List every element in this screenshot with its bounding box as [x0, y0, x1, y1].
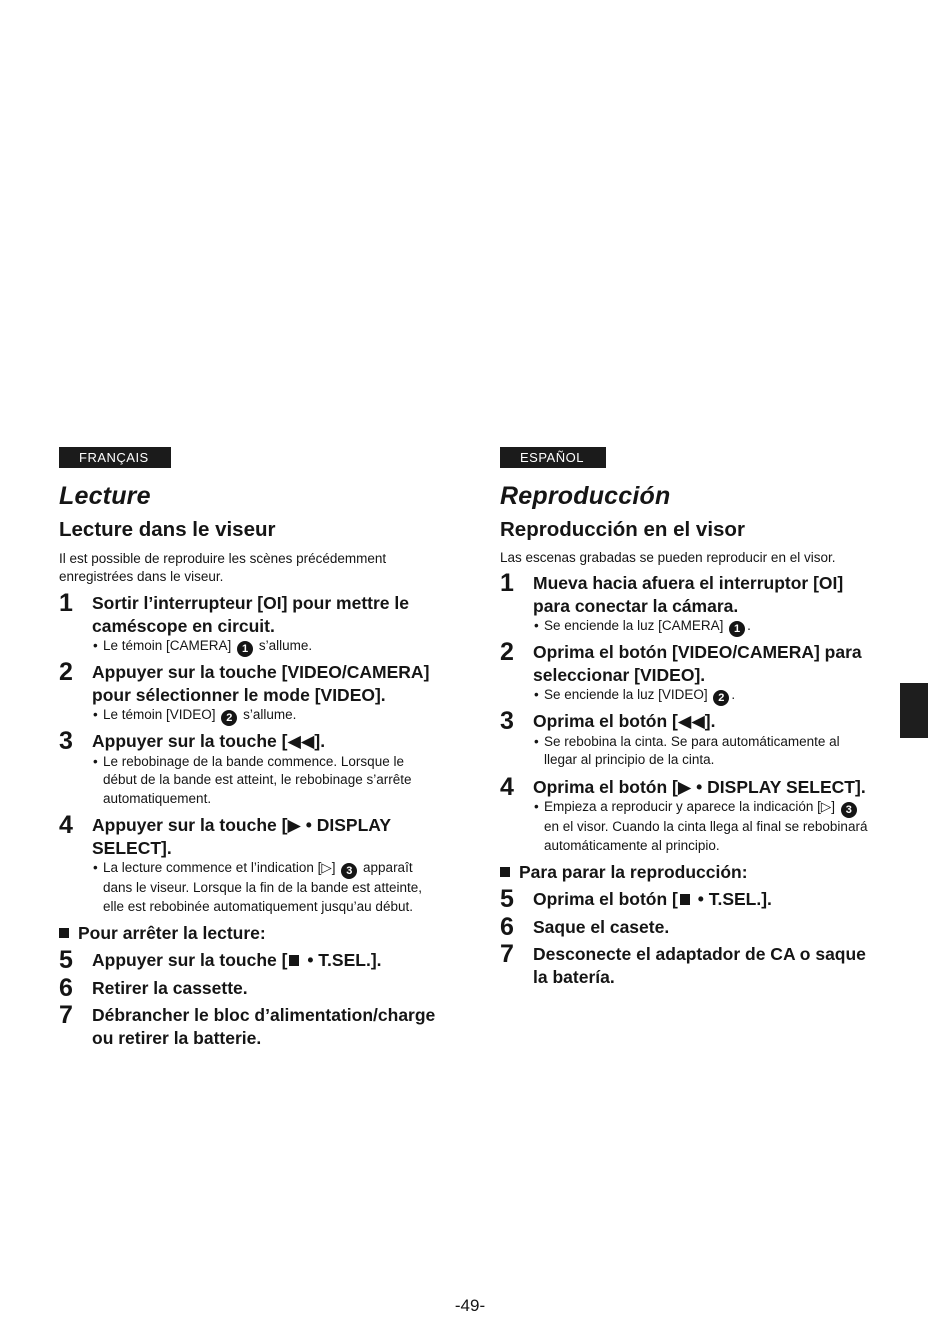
section-index-tab: [900, 683, 928, 738]
step-text: Retirer la cassette.: [92, 977, 248, 998]
step-number: 1: [59, 589, 73, 617]
stop-heading: Pour arrêter la lecture:: [59, 922, 439, 944]
section-title: Reproducción: [500, 482, 671, 510]
intro-text: Il est possible de reproduire les scènes précédemment enregistrées dans le viseur.: [59, 551, 387, 584]
step-number: 3: [500, 707, 514, 735]
circled-number-badge: 3: [341, 863, 357, 879]
step-text: Appuyer sur la touche [▶ • DISPLAY SELECT].: [92, 815, 391, 858]
spanish-column: [500, 447, 875, 988]
step-note: • Se rebobina la cinta. Se para automáticamente al llegar al principio de la cinta.: [534, 733, 840, 767]
step-text: Appuyer sur la touche [VIDEO/CAMERA] pour sélectionner le mode [VIDEO].: [92, 662, 430, 705]
step-number: 2: [59, 658, 73, 686]
step-3: [500, 707, 875, 770]
step-4: [59, 811, 439, 916]
circled-number-badge: 3: [841, 802, 857, 818]
step-text: Desconecte el adaptador de CA o saque la batería.: [533, 944, 866, 987]
step-text: Appuyer sur la touche [◀◀].: [92, 731, 326, 751]
stop-icon: [289, 955, 299, 966]
step-text: Oprima el botón [▶ • DISPLAY SELECT].: [533, 776, 866, 797]
section-subtitle: Lecture dans le viseur: [59, 518, 276, 541]
step-note: • Se enciende la luz [CAMERA] 1 .: [534, 618, 751, 635]
step-text: Saque el casete.: [533, 916, 670, 937]
step-number: 1: [500, 569, 514, 597]
step-note: • Le rebobinage de la bande commence. Lorsque le début de la bande est atteint, le rebobinage s’arrête automatiquement.: [93, 753, 412, 806]
stop-icon: [680, 894, 690, 905]
circled-number-badge: 1: [729, 621, 745, 637]
step-number: 3: [59, 727, 73, 755]
step-text: Débrancher le bloc d’alimentation/charge ou retirer la batterie.: [92, 1005, 436, 1048]
step-number: 4: [59, 811, 73, 839]
step-note: • Se enciende la luz [VIDEO] 2 .: [534, 687, 736, 704]
step-number: 6: [59, 973, 73, 1002]
square-bullet-icon: [500, 867, 510, 877]
circled-number-badge: 2: [221, 710, 237, 726]
step-number: 4: [500, 772, 514, 801]
step-text: Oprima el botón [◀◀].: [533, 711, 716, 731]
step-text: Oprima el botón [VIDEO/CAMERA] para seleccionar [VIDEO].: [533, 642, 862, 685]
language-badge-french: FRANÇAIS: [59, 447, 171, 468]
language-badge-spanish: ESPAÑOL: [500, 447, 606, 468]
step-3: [59, 727, 439, 808]
step-number: 5: [500, 885, 514, 913]
step-number: 7: [500, 940, 514, 968]
step-note: • Le témoin [CAMERA] 1 s’allume.: [93, 638, 313, 655]
stop-heading: Para parar la reproducción:: [500, 861, 875, 883]
step-2: [500, 638, 875, 706]
step-7: [59, 1001, 439, 1049]
section-title: Lecture: [59, 482, 151, 510]
step-number: 6: [500, 912, 514, 941]
step-number: 5: [59, 946, 73, 974]
step-note: • La lecture commence et l’indication [▷] 3 apparaît dans le viseur. Lorsque la fin de la bande est atteinte, elle est rebobinée automatiquement jusqu’au début.: [93, 860, 422, 914]
step-text: Sortir l’interrupteur [OI] pour mettre le caméscope en circuit.: [92, 593, 409, 636]
step-5: [500, 885, 875, 913]
step-1: [59, 589, 439, 657]
square-bullet-icon: [59, 928, 69, 938]
step-text: Mueva hacia afuera el interruptor [OI] para conectar la cámara.: [533, 573, 844, 616]
step-6: [500, 912, 875, 941]
circled-number-badge: 2: [713, 690, 729, 706]
step-4: [500, 772, 875, 856]
intro-text: Las escenas grabadas se pueden reproducir en el visor.: [500, 550, 836, 565]
step-text: Oprima el botón [ • T.SEL.].: [533, 889, 772, 909]
step-number: 7: [59, 1001, 73, 1029]
section-subtitle: Reproducción en el visor: [500, 518, 745, 541]
circled-number-badge: 1: [237, 641, 253, 657]
step-text: Appuyer sur la touche [ • T.SEL.].: [92, 950, 382, 970]
page-number: -49-: [454, 1296, 486, 1315]
step-6: [59, 973, 439, 1002]
french-column: [59, 447, 439, 1049]
step-note: • Empieza a reproducir y aparece la indicación [▷] 3 en el visor. Cuando la cinta llega al final se rebobinará automáticamente al principio.: [534, 799, 868, 853]
step-number: 2: [500, 638, 514, 666]
step-2: [59, 658, 439, 726]
step-7: [500, 940, 875, 988]
step-note: • Le témoin [VIDEO] 2 s’allume.: [93, 707, 297, 724]
step-1: [500, 569, 875, 637]
step-5: [59, 946, 439, 974]
